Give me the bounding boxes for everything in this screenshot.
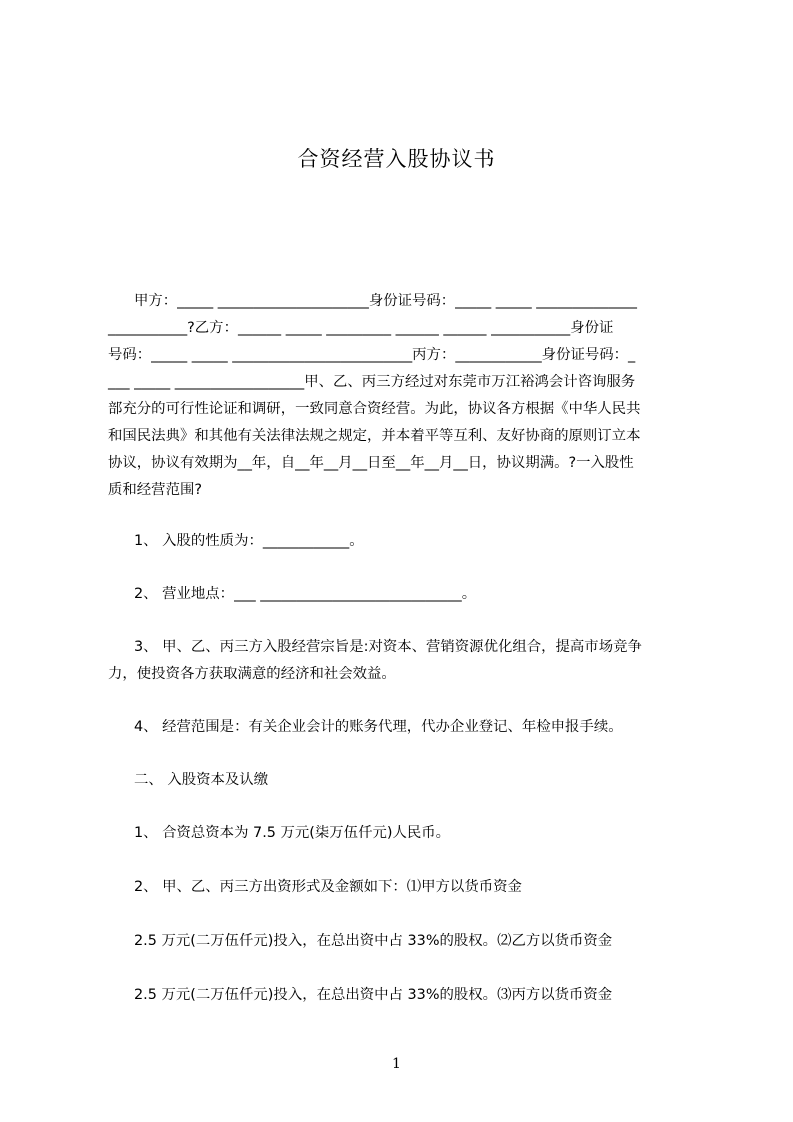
section2-clause-1: 1、 合资总资本为 7.5 万元(柒万伍仟元)人民币。 bbox=[134, 825, 451, 841]
clause-4: 4、 经营范围是：有关企业会计的账务代理，代办企业登记、年检申报手续。 bbox=[134, 719, 623, 735]
page-number: 1 bbox=[392, 1056, 401, 1072]
intro-line: 协议，协议有效期为__年，自__年__月__日至__年__月__日，协议期满。?一入股性 bbox=[108, 455, 634, 471]
intro-line: 甲方：_____ _____________________身份证号码：_____ _____ ______________ bbox=[134, 293, 638, 309]
intro-line: 和国民法典》和其他有关法律法规之规定，并本着平等互利、友好协商的原则订立本 bbox=[108, 428, 641, 444]
section-heading: 二、 入股资本及认缴 bbox=[134, 772, 269, 788]
section2-clause-2: 2、 甲、乙、丙三方出资形式及金额如下：⑴甲方以货币资金 bbox=[134, 879, 522, 895]
document-title: 合资经营入股协议书 bbox=[297, 147, 496, 171]
intro-line: 质和经营范围? bbox=[108, 482, 202, 498]
section2-clause-2-line: 2.5 万元(二万伍仟元)投入，在总出资中占 33%的股权。⑶丙方以货币资金 bbox=[134, 987, 613, 1003]
intro-line: 号码：_____ _____ _________________________丙方：____________身份证号码：_ bbox=[108, 347, 636, 363]
section2-clause-2-line: 2.5 万元(二万伍仟元)投入，在总出资中占 33%的股权。⑵乙方以货币资金 bbox=[134, 933, 613, 949]
clause-2: 2、 营业地点：___ ____________________________。 bbox=[134, 586, 477, 602]
clause-3: 3、 甲、乙、丙三方入股经营宗旨是:对资本、营销资源优化组合，提高市场竞争 bbox=[134, 639, 642, 655]
intro-line: ___________?乙方：______ _____ _________ ______ ______ ___________身份证 bbox=[108, 320, 614, 336]
intro-line: 部充分的可行性论证和调研，一致同意合资经营。为此，协议各方根据《中华人民共 bbox=[108, 401, 641, 417]
clause-3-cont: 力，使投资各方获取满意的经济和社会效益。 bbox=[108, 666, 396, 682]
clause-1: 1、 入股的性质为：____________。 bbox=[134, 533, 364, 549]
intro-line: ___ _____ __________________甲、乙、丙三方经过对东莞市万江裕鸿会计咨询服务 bbox=[108, 374, 636, 390]
